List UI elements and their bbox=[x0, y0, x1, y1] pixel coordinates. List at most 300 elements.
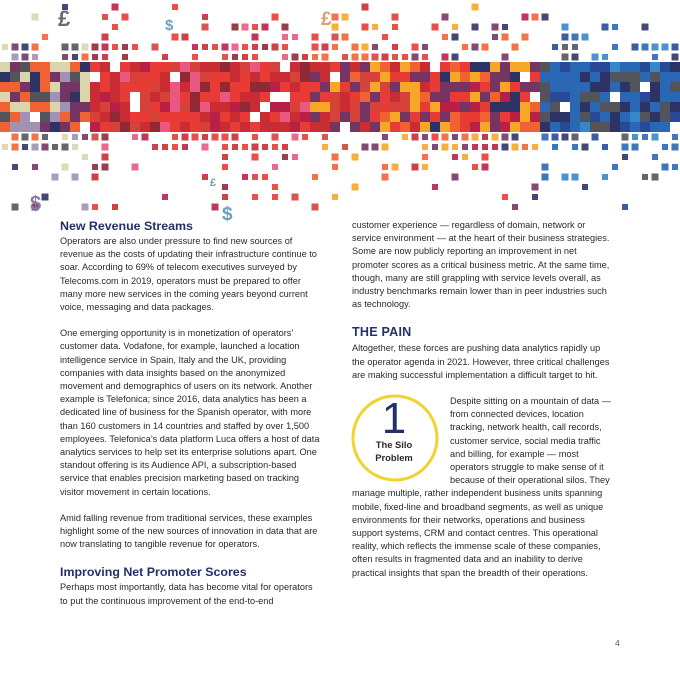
mosaic-tile bbox=[10, 92, 20, 102]
mosaic-tile bbox=[252, 54, 258, 60]
mosaic-tile bbox=[590, 82, 600, 92]
mosaic-tile bbox=[210, 102, 220, 112]
mosaic-tile bbox=[22, 44, 29, 51]
mosaic-tile bbox=[30, 92, 40, 102]
mosaic-tile bbox=[640, 122, 650, 132]
mosaic-tile bbox=[470, 112, 480, 122]
mosaic-tile bbox=[252, 34, 259, 41]
mosaic-tile bbox=[160, 72, 170, 82]
mosaic-tile bbox=[52, 174, 59, 181]
mosaic-tile bbox=[512, 134, 519, 141]
mosaic-tile bbox=[550, 62, 560, 72]
paragraph: Altogether, these forces are pushing data analytics rapidly up the operator agenda in 2021. However, three critical challenges are making successful implementation a difficult target to hit. bbox=[352, 343, 610, 380]
mosaic-tile bbox=[552, 134, 559, 141]
mosaic-tile bbox=[452, 144, 458, 150]
mosaic-tile bbox=[462, 44, 468, 50]
mosaic-tile bbox=[602, 144, 608, 150]
mosaic-tile bbox=[360, 122, 370, 132]
mosaic-tile bbox=[180, 72, 190, 82]
mosaic-tile bbox=[520, 122, 530, 132]
mosaic-tile bbox=[642, 44, 649, 51]
mosaic-tile bbox=[82, 204, 89, 211]
mosaic-tile bbox=[400, 112, 410, 122]
mosaic-tile bbox=[342, 144, 348, 150]
mosaic-tile bbox=[0, 62, 10, 72]
mosaic-tile bbox=[672, 54, 679, 61]
mosaic-tile bbox=[180, 92, 190, 102]
mosaic-tile bbox=[20, 72, 30, 82]
mosaic-tile bbox=[360, 62, 370, 72]
mosaic-tile bbox=[340, 72, 350, 82]
mosaic-tile bbox=[430, 122, 440, 132]
mosaic-tile bbox=[10, 82, 20, 92]
mosaic-tile bbox=[480, 72, 490, 82]
badge-label-line: The Silo bbox=[375, 439, 413, 451]
mosaic-tile bbox=[0, 92, 10, 102]
mosaic-tile bbox=[482, 164, 489, 171]
mosaic-tile bbox=[102, 14, 108, 20]
mosaic-tile bbox=[320, 122, 330, 132]
mosaic-tile bbox=[60, 122, 70, 132]
mosaic-tile bbox=[172, 4, 178, 10]
mosaic-tile bbox=[342, 54, 348, 60]
mosaic-tile bbox=[412, 54, 419, 61]
mosaic-tile bbox=[280, 112, 290, 122]
mosaic-tile bbox=[12, 44, 19, 51]
mosaic-tile bbox=[510, 122, 520, 132]
mosaic-tile bbox=[220, 102, 230, 112]
mosaic-tile bbox=[120, 62, 130, 72]
left-column bbox=[60, 219, 322, 608]
mosaic-tile bbox=[372, 54, 379, 61]
mosaic-tile bbox=[650, 92, 660, 102]
mosaic-tile bbox=[500, 122, 510, 132]
mosaic-tile bbox=[672, 44, 679, 51]
mosaic-tile bbox=[642, 134, 648, 140]
mosaic-tile bbox=[472, 144, 478, 150]
mosaic-tile bbox=[470, 102, 480, 112]
mosaic-tile bbox=[270, 112, 280, 122]
mosaic-tile bbox=[542, 134, 549, 141]
mosaic-tile bbox=[110, 92, 120, 102]
mosaic-tile bbox=[300, 112, 310, 122]
mosaic-tile bbox=[472, 44, 479, 51]
mosaic-tile bbox=[432, 134, 439, 141]
mosaic-tile bbox=[490, 92, 500, 102]
mosaic-tile bbox=[282, 44, 288, 50]
mosaic-tile bbox=[480, 102, 490, 112]
mosaic-tile bbox=[290, 72, 300, 82]
mosaic-tile bbox=[210, 72, 220, 82]
mosaic-tile bbox=[42, 34, 48, 40]
mosaic-tile bbox=[432, 184, 438, 190]
mosaic-tile bbox=[152, 44, 159, 51]
mosaic-tile bbox=[230, 82, 240, 92]
mosaic-tile bbox=[482, 154, 489, 161]
mosaic-tile bbox=[620, 72, 630, 82]
mosaic-tile bbox=[430, 72, 440, 82]
mosaic-tile bbox=[560, 112, 570, 122]
mosaic-tile bbox=[232, 24, 239, 31]
paragraph: Operators are also under pressure to find new sources of revenue as the costs of updating their infrastructure continue to soar. According to 69% of telecom executives surveyed by Telecoms.com in 2019, operators must be prepared to offer many more new services in the coming years beyond current voice, messaging and data packages. bbox=[60, 236, 317, 313]
mosaic-tile bbox=[210, 92, 220, 102]
mosaic-tile bbox=[522, 14, 529, 21]
mosaic-tile bbox=[112, 44, 118, 50]
mosaic-tile bbox=[0, 122, 10, 132]
mosaic-tile bbox=[382, 134, 388, 140]
mosaic-tile bbox=[310, 112, 320, 122]
mosaic-tile bbox=[590, 92, 600, 102]
mosaic-tile bbox=[510, 72, 520, 82]
mosaic-tile bbox=[52, 144, 58, 150]
mosaic-tile bbox=[472, 4, 479, 11]
mosaic-tile bbox=[200, 92, 210, 102]
mosaic-tile bbox=[270, 72, 280, 82]
mosaic-tile bbox=[310, 92, 320, 102]
mosaic-tile bbox=[632, 44, 639, 51]
mosaic-tile bbox=[410, 92, 420, 102]
mosaic-tile bbox=[190, 112, 200, 122]
mosaic-tile bbox=[540, 82, 550, 92]
mosaic-tile bbox=[170, 62, 180, 72]
mosaic-tile bbox=[10, 62, 20, 72]
mosaic-tile bbox=[330, 112, 340, 122]
mosaic-tile bbox=[670, 62, 680, 72]
mosaic-tile bbox=[350, 102, 360, 112]
mosaic-tile bbox=[330, 102, 340, 112]
mosaic-tile bbox=[562, 134, 569, 141]
mosaic-tile bbox=[300, 62, 310, 72]
mosaic-tile bbox=[312, 54, 318, 60]
mosaic-tile bbox=[462, 154, 468, 160]
mosaic-tile bbox=[412, 134, 419, 141]
mosaic-tile bbox=[150, 122, 160, 132]
mosaic-tile bbox=[22, 54, 29, 61]
mosaic-tile bbox=[280, 72, 290, 82]
mosaic-tile bbox=[160, 82, 170, 92]
mosaic-tile bbox=[160, 62, 170, 72]
mosaic-tile bbox=[272, 144, 278, 150]
mosaic-tile bbox=[490, 122, 500, 132]
mosaic-tile bbox=[520, 112, 530, 122]
mosaic-tile bbox=[80, 112, 90, 122]
mosaic-tile bbox=[240, 112, 250, 122]
mosaic-tile bbox=[170, 122, 180, 132]
mosaic-tile bbox=[92, 164, 98, 170]
mosaic-tile bbox=[532, 144, 538, 150]
mosaic-tile bbox=[440, 102, 450, 112]
mosaic-tile bbox=[560, 122, 570, 132]
mosaic-tile bbox=[250, 62, 260, 72]
mosaic-tile bbox=[452, 174, 459, 181]
mosaic-tile bbox=[470, 82, 480, 92]
mosaic-tile bbox=[400, 62, 410, 72]
mosaic-tile bbox=[600, 112, 610, 122]
mosaic-tile bbox=[80, 102, 90, 112]
mosaic-tile bbox=[560, 92, 570, 102]
mosaic-tile bbox=[292, 134, 299, 141]
mosaic-tile bbox=[360, 102, 370, 112]
mosaic-tile bbox=[10, 112, 20, 122]
mosaic-tile bbox=[660, 72, 670, 82]
mosaic-tile bbox=[550, 112, 560, 122]
mosaic-tile bbox=[222, 134, 229, 141]
mosaic-tile bbox=[90, 92, 100, 102]
mosaic-tile bbox=[590, 72, 600, 82]
mosaic-tile bbox=[60, 72, 70, 82]
mosaic-tile bbox=[630, 92, 640, 102]
mosaic-tile bbox=[150, 72, 160, 82]
mosaic-tile bbox=[562, 54, 569, 61]
mosaic-tile bbox=[512, 204, 518, 210]
mosaic-tile bbox=[312, 204, 319, 211]
mosaic-tile bbox=[210, 112, 220, 122]
mosaic-tile bbox=[352, 184, 359, 191]
mosaic-tile bbox=[260, 92, 270, 102]
mosaic-tile bbox=[162, 54, 168, 60]
mosaic-tile bbox=[610, 82, 620, 92]
mosaic-tile bbox=[330, 122, 340, 132]
mosaic-tile bbox=[352, 54, 359, 61]
mosaic-tile bbox=[570, 72, 580, 82]
mosaic-tile bbox=[210, 82, 220, 92]
mosaic-tile bbox=[20, 112, 30, 122]
mosaic-tile bbox=[302, 54, 308, 60]
mosaic-tile bbox=[90, 122, 100, 132]
mosaic-tile bbox=[230, 92, 240, 102]
mosaic-tile bbox=[410, 112, 420, 122]
mosaic-tile bbox=[240, 82, 250, 92]
mosaic-tile bbox=[70, 102, 80, 112]
callout-text: Despite sitting on a mountain of data — from connected devices, location tracking, network health, call records, customer service, social media traffic and billing, for example — most operators struggle to make sense of it because of their operational silos. They manage multiple, rather independent business units spanning mobile, fixed-line and broadband segments, as well as unique environments for their networks, operations and business support systems, CRM and contact centres. This operational reality, which reflects the immense scale of these companies, often results in fragmented data and an inability to derive practical insights that span the breadth of their operations. bbox=[352, 396, 611, 578]
mosaic-tile bbox=[610, 72, 620, 82]
mosaic-tile bbox=[50, 92, 60, 102]
badge-label-line: Problem bbox=[375, 452, 413, 464]
mosaic-tile bbox=[102, 54, 108, 60]
mosaic-tile bbox=[392, 24, 398, 30]
badge-number: 1 bbox=[381, 394, 407, 444]
mosaic-tile bbox=[402, 54, 408, 60]
mosaic-tile bbox=[142, 134, 149, 141]
mosaic-tile bbox=[362, 54, 369, 61]
mosaic-tile bbox=[420, 82, 430, 92]
paragraph: Perhaps most importantly, data has become vital for operators to put the continuous improvement of the end-to-end bbox=[60, 582, 313, 606]
mosaic-tile bbox=[72, 144, 78, 150]
mosaic-tile bbox=[12, 164, 18, 170]
mosaic-tile bbox=[450, 62, 460, 72]
pound-symbol: $ bbox=[222, 204, 233, 225]
mosaic-tile bbox=[202, 174, 208, 180]
mosaic-tile bbox=[252, 44, 258, 50]
mosaic-tile bbox=[352, 154, 359, 161]
mosaic-tile bbox=[100, 72, 110, 82]
mosaic-tile bbox=[232, 134, 239, 141]
mosaic-tile bbox=[660, 82, 670, 92]
mosaic-tile bbox=[290, 62, 300, 72]
mosaic-tile bbox=[340, 62, 350, 72]
mosaic-tile bbox=[90, 102, 100, 112]
mosaic-tile bbox=[620, 112, 630, 122]
mosaic-tile bbox=[490, 112, 500, 122]
mosaic-tile bbox=[572, 54, 579, 61]
mosaic-tile bbox=[380, 102, 390, 112]
mosaic-tile bbox=[420, 72, 430, 82]
mosaic-tile bbox=[312, 34, 319, 41]
mosaic-tile bbox=[400, 122, 410, 132]
mosaic-tile bbox=[102, 44, 109, 51]
mosaic-tile bbox=[232, 144, 238, 150]
mosaic-tile bbox=[610, 112, 620, 122]
mosaic-tile bbox=[70, 92, 80, 102]
mosaic-tile bbox=[600, 72, 610, 82]
mosaic-tile bbox=[190, 122, 200, 132]
mosaic-tile bbox=[452, 54, 459, 61]
mosaic-tile bbox=[360, 92, 370, 102]
mosaic-tile bbox=[650, 102, 660, 112]
mosaic-tile bbox=[422, 54, 428, 60]
mosaic-tile bbox=[472, 24, 479, 31]
mosaic-tile bbox=[602, 54, 608, 60]
mosaic-tile bbox=[370, 102, 380, 112]
mosaic-tile bbox=[560, 72, 570, 82]
mosaic-tile bbox=[282, 54, 288, 60]
mosaic-tile bbox=[390, 72, 400, 82]
mosaic-tile bbox=[110, 122, 120, 132]
mosaic-tile bbox=[322, 134, 328, 140]
mosaic-tile bbox=[652, 134, 659, 141]
mosaic-tile bbox=[140, 92, 150, 102]
mosaic-tile bbox=[442, 14, 449, 21]
mosaic-tile bbox=[102, 164, 109, 171]
mosaic-tile bbox=[622, 134, 629, 141]
mosaic-tile bbox=[110, 112, 120, 122]
mosaic-tile bbox=[540, 72, 550, 82]
mosaic-tile bbox=[382, 54, 389, 61]
mosaic-tile bbox=[42, 194, 49, 201]
mosaic-tile bbox=[562, 34, 569, 41]
mosaic-tile bbox=[422, 134, 428, 140]
mosaic-tile bbox=[362, 144, 369, 151]
mosaic-tile bbox=[22, 144, 28, 150]
mosaic-tile bbox=[220, 122, 230, 132]
mosaic-tile bbox=[422, 164, 428, 170]
mosaic-tile bbox=[320, 62, 330, 72]
mosaic-tile bbox=[500, 72, 510, 82]
mosaic-tile bbox=[62, 44, 69, 51]
mosaic-tile bbox=[170, 92, 180, 102]
mosaic-tile bbox=[222, 164, 228, 170]
mosaic-tile bbox=[640, 102, 650, 112]
mosaic-tile bbox=[20, 82, 30, 92]
mosaic-tile bbox=[132, 134, 138, 140]
mosaic-tile bbox=[480, 122, 490, 132]
pixel-mosaic-banner bbox=[0, 0, 680, 225]
mosaic-tile bbox=[510, 102, 520, 112]
mosaic-tile bbox=[140, 112, 150, 122]
mosaic-tile bbox=[522, 144, 528, 150]
mosaic-tile bbox=[450, 102, 460, 112]
mosaic-tile bbox=[500, 102, 510, 112]
mosaic-tile bbox=[592, 54, 599, 61]
mosaic-tile bbox=[292, 194, 299, 201]
mosaic-tile bbox=[120, 92, 130, 102]
mosaic-tile bbox=[82, 154, 88, 160]
mosaic-tile bbox=[670, 72, 680, 82]
mosaic-tile bbox=[200, 102, 210, 112]
mosaic-tile bbox=[330, 62, 340, 72]
mosaic-tile bbox=[80, 72, 90, 82]
mosaic-tile bbox=[62, 164, 69, 171]
mosaic-tile bbox=[140, 102, 150, 112]
mosaic-tile bbox=[640, 92, 650, 102]
mosaic-tile bbox=[72, 134, 78, 140]
mosaic-tile bbox=[362, 44, 369, 51]
mosaic-tile bbox=[452, 34, 459, 41]
mosaic-tile bbox=[12, 54, 19, 61]
mosaic-tile bbox=[80, 92, 90, 102]
mosaic-tile bbox=[250, 82, 260, 92]
mosaic-tile bbox=[92, 54, 98, 60]
mosaic-tile bbox=[20, 122, 30, 132]
mosaic-tile bbox=[580, 82, 590, 92]
mosaic-tile bbox=[312, 44, 319, 51]
mosaic-tile bbox=[200, 112, 210, 122]
mosaic-tile bbox=[70, 62, 80, 72]
mosaic-tile bbox=[582, 34, 589, 41]
mosaic-tile bbox=[462, 144, 468, 150]
mosaic-tile bbox=[640, 112, 650, 122]
mosaic-tile bbox=[212, 204, 219, 211]
mosaic-tile bbox=[210, 62, 220, 72]
mosaic-tile bbox=[382, 144, 389, 151]
mosaic-tile bbox=[160, 122, 170, 132]
mosaic-tile bbox=[220, 92, 230, 102]
mosaic-tile bbox=[162, 194, 168, 200]
mosaic-tile bbox=[630, 72, 640, 82]
mosaic-tile bbox=[432, 24, 439, 31]
mosaic-tile bbox=[642, 174, 648, 180]
mosaic-tile bbox=[30, 102, 40, 112]
mosaic-tile bbox=[222, 154, 228, 160]
mosaic-tile bbox=[0, 112, 10, 122]
mosaic-tile bbox=[32, 144, 39, 151]
mosaic-tile bbox=[670, 112, 680, 122]
mosaic-tile bbox=[180, 62, 190, 72]
mosaic-tile bbox=[302, 134, 308, 140]
mosaic-tile bbox=[50, 72, 60, 82]
mosaic-tile bbox=[252, 144, 259, 151]
mosaic-tile bbox=[192, 54, 198, 60]
mosaic-tile bbox=[470, 72, 480, 82]
mosaic-tile bbox=[222, 44, 229, 51]
mosaic-tile bbox=[590, 112, 600, 122]
mosaic-tile bbox=[62, 134, 68, 140]
mosaic-tile bbox=[50, 82, 60, 92]
mosaic-tile bbox=[310, 102, 320, 112]
mosaic-tile bbox=[502, 194, 508, 200]
mosaic-tile bbox=[80, 62, 90, 72]
mosaic-tile bbox=[230, 112, 240, 122]
mosaic-tile bbox=[552, 44, 558, 50]
mosaic-tile bbox=[502, 144, 509, 151]
mosaic-tile bbox=[502, 34, 509, 41]
mosaic-tile bbox=[520, 102, 530, 112]
mosaic-tile bbox=[60, 102, 70, 112]
mosaic-tile bbox=[650, 72, 660, 82]
mosaic-tile bbox=[392, 44, 398, 50]
mosaic-tile bbox=[300, 82, 310, 92]
mosaic-tile bbox=[380, 92, 390, 102]
